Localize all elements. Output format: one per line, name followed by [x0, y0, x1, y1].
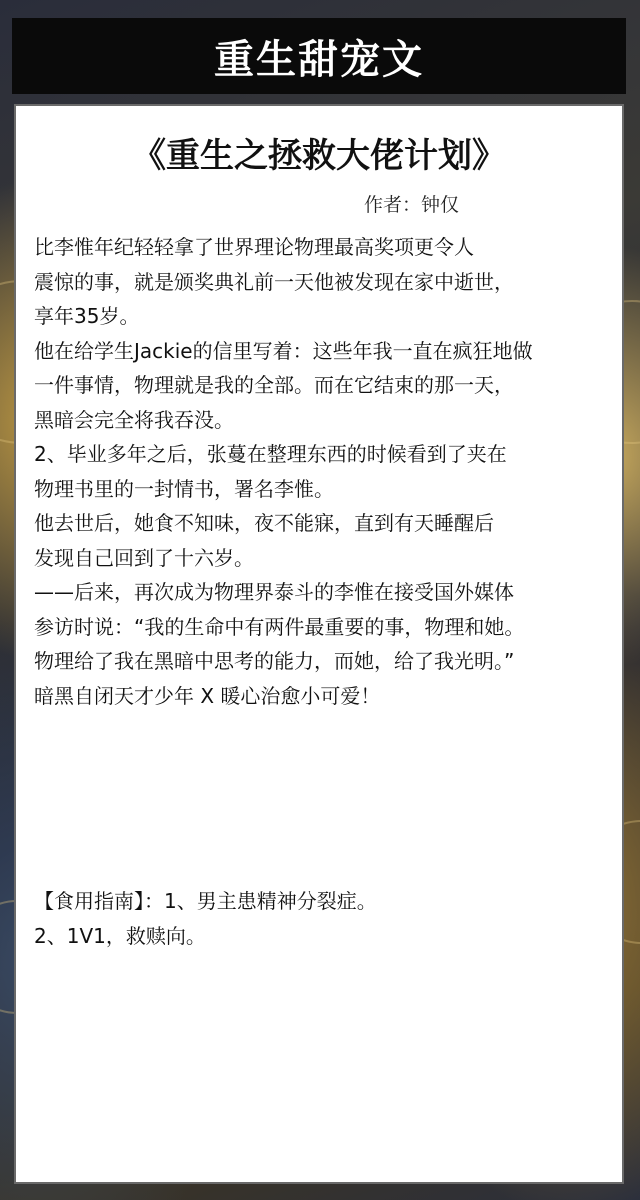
header-banner — [12, 18, 626, 94]
synopsis-line: 黑暗会完全将我吞没。 — [34, 407, 234, 432]
synopsis-line: 物理书里的一封情书，署名李惟。 — [34, 476, 334, 501]
synopsis-line: 他去世后，她食不知味，夜不能寐，直到有天睡醒后 — [34, 511, 494, 535]
reading-guide — [34, 884, 614, 953]
synopsis-line: 他在给学生Jackie的信里写着：这些年我一直在疯狂地做 — [34, 338, 533, 363]
synopsis-line: 物理给了我在黑暗中思考的能力，而她，给了我光明。” — [34, 649, 515, 673]
synopsis-line: 震惊的事，就是颁奖典礼前一天他被发现在家中逝世， — [34, 269, 514, 294]
book-title: 《重生之拯救大佬计划》 — [132, 136, 506, 176]
synopsis-line: 2、毕业多年之后，张蔓在整理东西的时候看到了夹在 — [34, 442, 507, 466]
synopsis-line: ——后来，再次成为物理界泰斗的李惟在接受国外媒体 — [34, 580, 514, 604]
header-title: 重生甜宠文 — [214, 36, 424, 83]
synopsis-line: 一件事情，物理就是我的全部。而在它结束的那一天， — [34, 373, 514, 397]
synopsis-line: 发现自己回到了十六岁。 — [34, 545, 254, 570]
synopsis-text — [34, 230, 614, 713]
book-author: 作者：钟仅 — [364, 194, 460, 216]
synopsis-line: 比李惟年纪轻轻拿了世界理论物理最高奖项更令人 — [34, 235, 474, 259]
guide-line: 【食用指南】：1、男主患精神分裂症。 — [34, 889, 377, 913]
synopsis-line: 暗黑自闭天才少年 X 暖心治愈小可爱！ — [34, 683, 381, 708]
synopsis-line: 享年35岁。 — [34, 304, 140, 328]
book-card — [14, 104, 624, 1184]
synopsis-line: 参访时说：“我的生命中有两件最重要的事，物理和她。 — [34, 614, 525, 639]
guide-line: 2、1V1，救赎向。 — [34, 923, 206, 948]
